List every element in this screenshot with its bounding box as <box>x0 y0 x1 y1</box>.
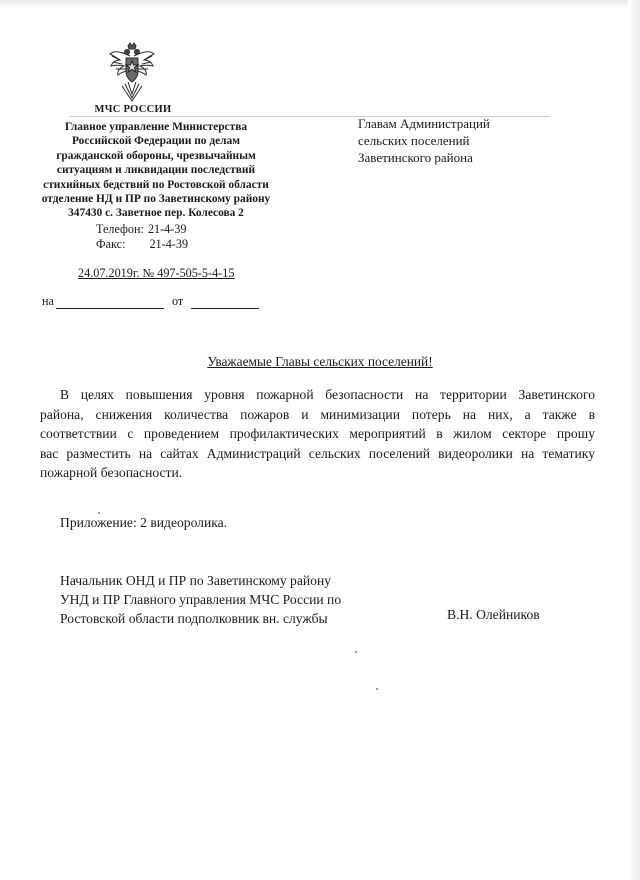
ref-date-blank <box>191 296 259 309</box>
org-line: отделение НД и ПР по Заветинскому району <box>41 193 271 206</box>
ref-ot-label: от <box>171 294 184 308</box>
mchs-eagle-emblem-icon <box>108 42 156 102</box>
org-address-line: 347430 с. Заветное пер. Колесова 2 <box>68 207 244 220</box>
org-line: Российской Федерации по делам <box>71 135 241 148</box>
signatory-name: В.Н. Олейников <box>447 607 540 622</box>
phone-value: 21-4-39 <box>147 222 187 236</box>
letter-body <box>40 385 595 483</box>
body-line: В целях повышения уровня пожарной безопасности на территории Заветинского <box>60 387 595 402</box>
fax-row <box>96 237 188 252</box>
phone-label: Телефон: <box>96 222 144 236</box>
body-line: соответствии с проведением профилактических мероприятий в жилом секторе прошу <box>40 426 595 441</box>
org-line: Главное управление Министерства <box>64 121 248 133</box>
org-abbreviation: МЧС РОССИИ <box>94 104 172 115</box>
contact-info <box>96 222 188 252</box>
salutation-text: Уважаемые Главы сельских поселений! <box>207 354 433 369</box>
scan-speck <box>355 651 357 653</box>
position-line: Начальник ОНД и ПР по Заветинскому району <box>60 573 332 588</box>
body-line: района, снижения количества пожаров и минимизации потерь на них, а также в <box>40 406 595 422</box>
fax-value: 21-4-39 <box>149 237 189 251</box>
org-line: гражданской обороны, чрезвычайным <box>56 149 256 162</box>
scan-edge-top <box>0 0 640 8</box>
phone-row <box>96 222 188 237</box>
organization-details <box>26 120 286 221</box>
position-line: Ростовской области подполковник вн. службы <box>60 611 328 626</box>
outgoing-number: 24.07.2019г. № 497-505-5-4-15 <box>78 266 235 280</box>
addressee-line: сельских поселений <box>358 133 470 148</box>
salutation <box>0 354 640 370</box>
attachment-note: Приложение: 2 видеоролика. <box>60 515 228 530</box>
addressee-line: Главам Администраций <box>358 116 490 131</box>
body-line: пожарной безопасности. <box>40 465 183 480</box>
ref-number-blank <box>56 296 164 309</box>
org-line: стихийных бедствий по Ростовской области <box>43 178 269 191</box>
position-line: УНД и ПР Главного управления МЧС России по <box>60 592 342 607</box>
addressee-block <box>358 115 490 166</box>
body-line: вас разместить на сайтах Администраций сельских поселений видеоролики на тематику <box>40 445 595 461</box>
fax-label: Факс: <box>96 237 126 251</box>
addressee-line: Заветинского района <box>358 150 473 165</box>
scan-speck <box>376 688 378 690</box>
reference-line <box>42 294 259 309</box>
signatory-position <box>60 571 341 628</box>
org-line: ситуациям и ликвидации последствий <box>56 164 256 177</box>
scan-speck <box>98 512 100 514</box>
scan-edge-right <box>628 0 640 880</box>
ref-na-label: на <box>42 294 54 308</box>
